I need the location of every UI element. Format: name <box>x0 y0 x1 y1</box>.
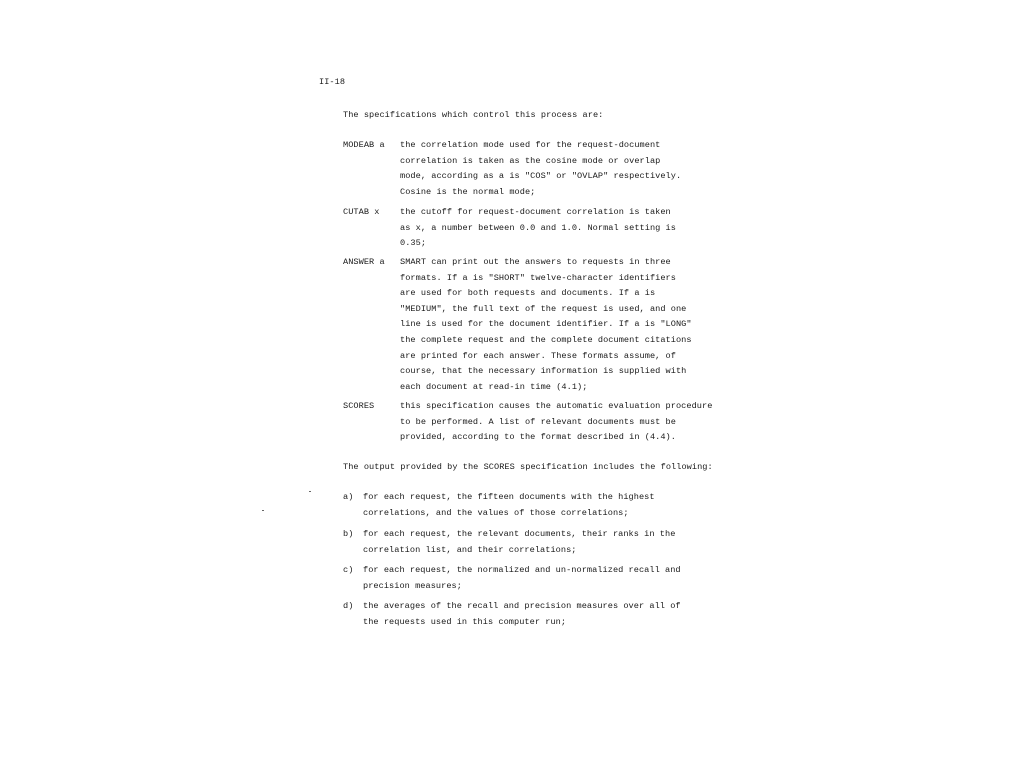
spec-line: the cutoff for request-document correlation is taken <box>400 207 671 217</box>
scan-speck <box>309 491 311 492</box>
item-line: the requests used in this computer run; <box>363 616 567 627</box>
spec-line: the correlation mode used for the request-document <box>400 140 661 150</box>
spec-term: ANSWER a <box>343 257 385 267</box>
spec-line: to be performed. A list of relevant documents must be <box>400 416 676 427</box>
spec-line: course, that the necessary information is supplied with <box>400 366 687 377</box>
spec-description <box>400 205 676 252</box>
spec-term: CUTAB x <box>343 207 380 217</box>
spec-line: each document at read-in time (4.1); <box>400 381 588 392</box>
spec-term: SCORES <box>343 401 375 411</box>
item-text <box>363 527 675 558</box>
item-line: precision measures; <box>363 580 462 591</box>
spec-term: MODEAB a <box>343 140 385 150</box>
item-letter: d) <box>343 601 354 611</box>
item-letter: b) <box>343 529 354 539</box>
item-line: for each request, the relevant documents, their ranks in the <box>363 529 676 539</box>
spec-line: mode, according as a is "COS" or "OVLAP" respectively. <box>400 171 682 182</box>
spec-line: correlation is taken as the cosine mode or overlap <box>400 155 661 166</box>
spec-description <box>400 138 681 200</box>
item-text <box>363 563 681 594</box>
item-line: the averages of the recall and precision measures over all of <box>363 601 681 611</box>
item-text <box>363 490 655 521</box>
spec-line: this specification causes the automatic evaluation procedure <box>400 401 713 411</box>
spec-line: 0.35; <box>400 238 427 249</box>
spec-description <box>400 255 692 395</box>
scan-speck <box>262 510 264 511</box>
spec-line: provided, according to the format described in (4.4). <box>400 432 676 443</box>
spec-line: are printed for each answer. These formats assume, of <box>400 350 676 361</box>
item-line: correlation list, and their correlations; <box>363 544 577 555</box>
spec-line: "MEDIUM", the full text of the request is used, and one <box>400 303 687 314</box>
item-text <box>363 599 681 630</box>
item-letter: a) <box>343 492 354 502</box>
item-letter: c) <box>343 565 354 575</box>
spec-line: Cosine is the normal mode; <box>400 186 536 197</box>
spec-description <box>400 399 712 446</box>
spec-line: line is used for the document identifier. If a is "LONG" <box>400 319 692 330</box>
output-intro-text: The output provided by the SCORES specification includes the following: <box>343 462 713 472</box>
spec-line: the complete request and the complete document citations <box>400 334 692 345</box>
item-line: for each request, the fifteen documents with the highest <box>363 492 655 502</box>
spec-line: SMART can print out the answers to requests in three <box>400 257 671 267</box>
spec-line: formats. If a is "SHORT" twelve-character identifiers <box>400 272 676 283</box>
item-line: for each request, the normalized and un-normalized recall and <box>363 565 681 575</box>
item-line: correlations, and the values of those correlations; <box>363 507 629 518</box>
page-number: II-18 <box>319 77 346 87</box>
intro-text: The specifications which control this process are: <box>343 110 604 120</box>
spec-line: are used for both requests and documents. If a is <box>400 288 656 299</box>
spec-line: as x, a number between 0.0 and 1.0. Normal setting is <box>400 222 676 233</box>
